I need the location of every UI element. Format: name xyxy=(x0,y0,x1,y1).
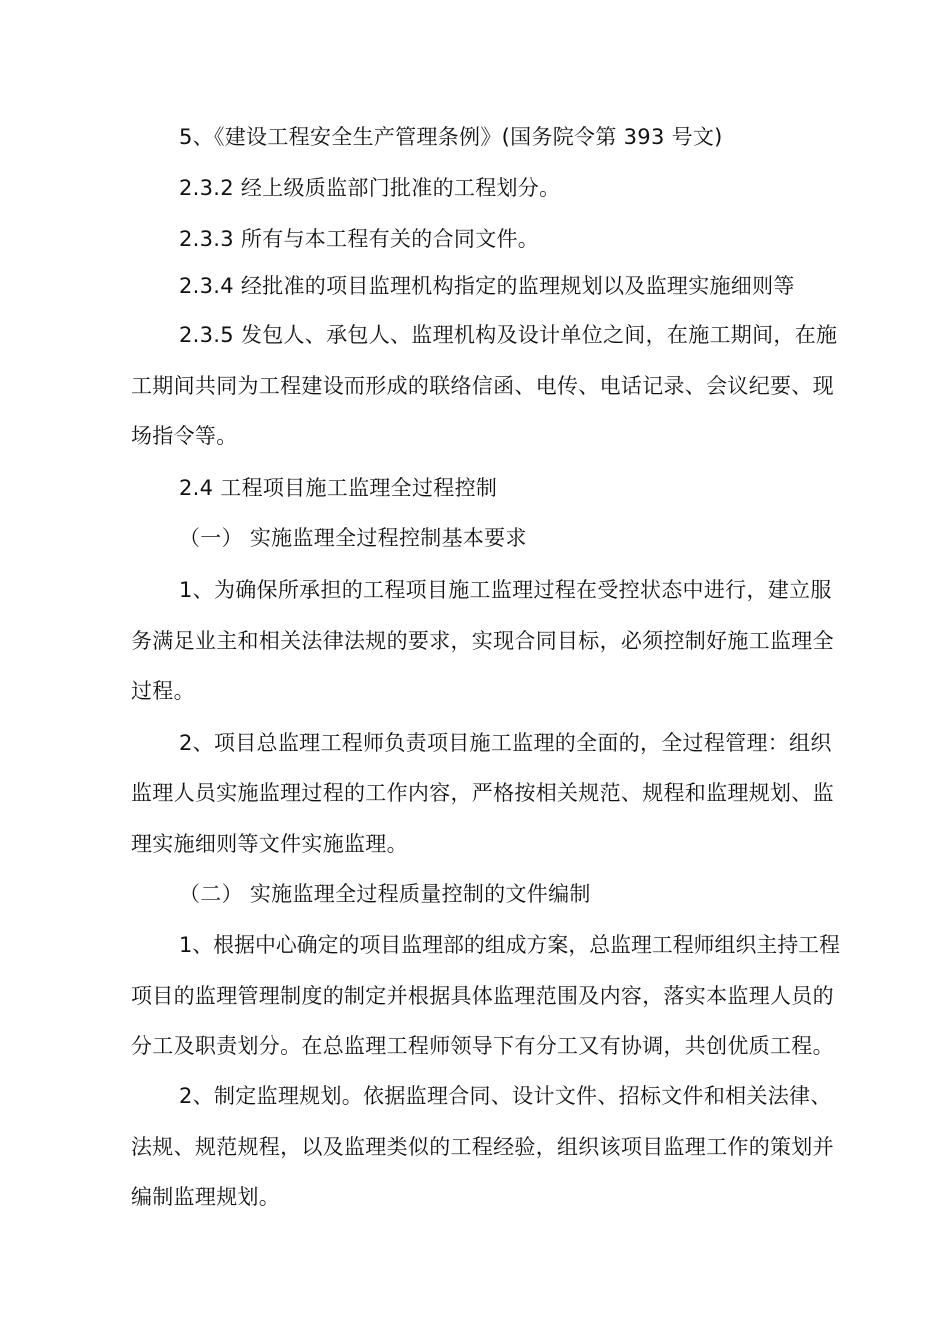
text-line: 2、制定监理规划。依据监理合同、设计文件、招标文件和相关法律、 xyxy=(179,1084,832,1108)
text-line: 项目的监理管理制度的制定并根据具体监理范围及内容，落实本监理人员的 xyxy=(131,984,834,1008)
text-line: 1、为确保所承担的工程项目施工监理过程在受控状态中进行，建立服 xyxy=(179,578,832,602)
text-line: 理实施细则等文件实施监理。 xyxy=(131,832,408,856)
text-line: 2.3.5 发包人、承包人、监理机构及设计单位之间，在施工期间，在施 xyxy=(179,323,838,347)
text-line: 分工及职责划分。在总监理工程师领导下有分工又有协调，共创优质工程。 xyxy=(131,1034,834,1058)
text-line: 2.3.2 经上级质监部门批准的工程划分。 xyxy=(179,176,561,200)
text-line: 编制监理规划。 xyxy=(131,1185,281,1209)
text-line: 过程。 xyxy=(131,679,195,703)
text-line: 2、项目总监理工程师负责项目施工监理的全面的，全过程管理：组织 xyxy=(179,731,832,755)
text-line: 工期间共同为工程建设而形成的联络信函、电传、电话记录、会议纪要、现 xyxy=(131,374,834,398)
section-heading: 2.4 工程项目施工监理全过程控制 xyxy=(179,476,498,500)
subsection-heading: （二） 实施监理全过程质量控制的文件编制 xyxy=(179,882,591,906)
text-line: 5、《建设工程安全生产管理条例》(国务院令第 393 号文) xyxy=(179,125,723,149)
text-line: 2.3.3 所有与本工程有关的合同文件。 xyxy=(179,227,540,251)
text-line: 场指令等。 xyxy=(131,424,238,448)
text-line: 1、根据中心确定的项目监理部的组成方案，总监理工程师组织主持工程 xyxy=(179,933,840,957)
text-line: 法规、规范规程，以及监理类似的工程经验，组织该项目监理工作的策划并 xyxy=(131,1135,834,1159)
text-line: 2.3.4 经批准的项目监理机构指定的监理规划以及监理实施细则等 xyxy=(179,274,795,298)
subsection-heading: （一） 实施监理全过程控制基本要求 xyxy=(179,526,527,550)
text-line: 务满足业主和相关法律法规的要求，实现合同目标，必须控制好施工监理全 xyxy=(131,629,834,653)
text-line: 监理人员实施监理过程的工作内容，严格按相关规范、规程和监理规划、监 xyxy=(131,781,834,805)
